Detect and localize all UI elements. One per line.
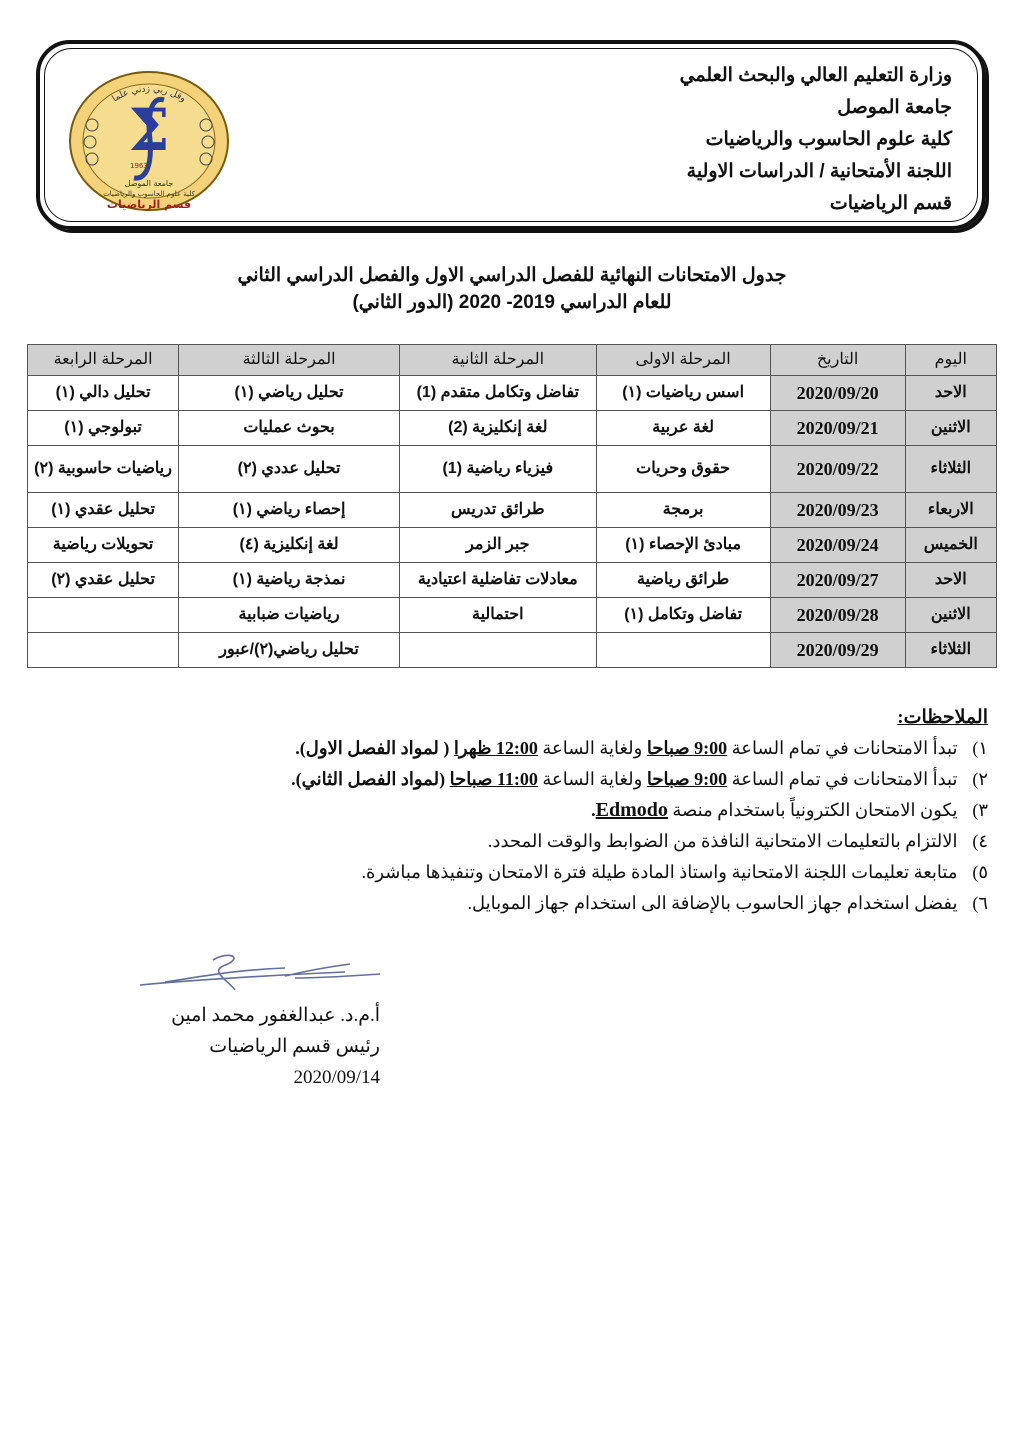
header-day: اليوم [905,345,996,376]
department-name: قسم الرياضيات [829,193,952,214]
note-item [188,795,988,826]
note-item [188,857,988,888]
table-row [28,493,997,528]
note-text: تبدأ الامتحانات في تمام الساعة [731,769,958,789]
cell-stage-1: اسس رياضيات (١) [596,376,770,411]
document-title [0,262,1024,316]
note-semester: ( لمواد الفصل الاول). [295,738,450,758]
note-number: ٢) [972,769,988,789]
cell-stage-3: رياضيات ضبابية [179,598,400,633]
note-semester: (لمواد الفصل الثاني). [291,769,446,789]
exam-schedule-table [27,344,997,668]
cell-day: الاثنين [905,411,996,446]
header-date: التاريخ [770,345,905,376]
logo-sigma-symbol: Σ [128,96,170,164]
cell-stage-4: تحويلات رياضية [28,528,179,563]
committee-name: اللجنة الأمتحانية / الدراسات الاولية [686,161,952,182]
cell-date: 2020/09/22 [770,446,905,493]
note-number: ٣) [972,800,988,820]
cell-date: 2020/09/28 [770,598,905,633]
header-stage-2: المرحلة الثانية [399,345,596,376]
cell-date: 2020/09/29 [770,633,905,668]
cell-date: 2020/09/21 [770,411,905,446]
cell-stage-2: لغة إنكليزية (2) [399,411,596,446]
university-name: جامعة الموصل [837,97,952,118]
cell-date: 2020/09/20 [770,376,905,411]
note-number: ٤) [972,831,988,851]
cell-day: الخميس [905,528,996,563]
table-row [28,376,997,411]
cell-stage-1: مبادئ الإحصاء (١) [596,528,770,563]
ministry-name: وزارة التعليم العالي والبحث العلمي [679,65,952,86]
note-item [188,764,988,795]
logo-year: 1963 [130,162,148,170]
cell-stage-4: تحليل عقدي (٢) [28,563,179,598]
cell-stage-2: جبر الزمر [399,528,596,563]
cell-stage-1: حقوق وحريات [596,446,770,493]
cell-stage-2: فيزياء رياضية (1) [399,446,596,493]
note-start-time: 9:00 صباحا [646,738,728,758]
letterhead-box [36,40,986,230]
note-text: يكون الامتحان الكترونياً باستخدام منصة [672,800,958,820]
table-header-row [28,345,997,376]
cell-stage-3: تحليل عددي (٢) [179,446,400,493]
title-line-1: جدول الامتحانات النهائية للفصل الدراسي الاول والفصل الدراسي الثاني [237,265,787,286]
note-item [188,888,988,919]
note-number: ٦) [972,893,988,913]
cell-stage-4: تبولوجي (١) [28,411,179,446]
logo-department-label: قسم الرياضيات [106,198,192,211]
cell-date: 2020/09/23 [770,493,905,528]
table-row [28,446,997,493]
note-item [188,733,988,764]
note-item [188,826,988,857]
header-stage-3: المرحلة الثالثة [179,345,400,376]
cell-stage-2: احتمالية [399,598,596,633]
note-text: متابعة تعليمات اللجنة الامتحانية واستاذ المادة طيلة فترة الامتحان وتنفيذها مباشرة. [361,862,958,882]
organization-lines [680,60,952,220]
cell-day: الثلاثاء [905,633,996,668]
note-text: يفضل استخدام جهاز الحاسوب بالإضافة الى استخدام جهاز الموبايل. [467,893,958,913]
header-stage-4: المرحلة الرابعة [28,345,179,376]
cell-stage-1: لغة عربية [596,411,770,446]
table-row [28,633,997,668]
university-logo [68,70,230,212]
cell-stage-3: إحصاء رياضي (١) [179,493,400,528]
college-name: كلية علوم الحاسوب والرياضيات [705,129,952,150]
note-text: ولغاية الساعة [542,769,643,789]
cell-day: الاحد [905,376,996,411]
table-row [28,411,997,446]
notes-section [188,702,988,919]
handwritten-signature [135,950,385,995]
note-text: ولغاية الساعة [542,738,643,758]
note-number: ١) [972,738,988,758]
table-row [28,528,997,563]
note-text: تبدأ الامتحانات في تمام الساعة [731,738,958,758]
logo-top-text: وقل ربي زدني علما [110,84,188,105]
logo-inner-text-2: كلية علوم الحاسوب والرياضيات [103,190,195,198]
platform-name: Edmodo [595,799,668,821]
cell-day: الاحد [905,563,996,598]
cell-stage-1: برمجة [596,493,770,528]
note-number: ٥) [972,862,988,882]
table-row [28,563,997,598]
cell-stage-1 [596,633,770,668]
note-start-time: 9:00 صباحا [646,769,728,789]
cell-stage-4: رياضيات حاسوبية (٢) [28,446,179,493]
cell-stage-3: لغة إنكليزية (٤) [179,528,400,563]
signatory-role: رئيس قسم الرياضيات [209,1036,380,1057]
cell-stage-3: بحوث عمليات [179,411,400,446]
cell-stage-4: تحليل دالي (١) [28,376,179,411]
cell-stage-2: معادلات تفاضلية اعتيادية [399,563,596,598]
notes-title: الملاحظات: [897,707,988,728]
signature-date: 2020/09/14 [293,1067,380,1088]
cell-stage-4 [28,633,179,668]
cell-stage-3: نمذجة رياضية (١) [179,563,400,598]
cell-stage-2 [399,633,596,668]
cell-day: الثلاثاء [905,446,996,493]
logo-inner-text-1: جامعة الموصل [124,179,174,188]
header-stage-1: المرحلة الاولى [596,345,770,376]
cell-stage-1: تفاضل وتكامل (١) [596,598,770,633]
note-text: الالتزام بالتعليمات الامتحانية النافذة من الضوابط والوقت المحدد. [487,831,958,851]
cell-stage-4 [28,598,179,633]
cell-stage-4: تحليل عقدي (١) [28,493,179,528]
cell-date: 2020/09/24 [770,528,905,563]
note-end-time: 11:00 صباحا [449,769,538,789]
cell-stage-2: تفاضل وتكامل متقدم (1) [399,376,596,411]
signatory-name: أ.م.د. عبدالغفور محمد امين [171,1005,380,1026]
cell-day: الاثنين [905,598,996,633]
cell-date: 2020/09/27 [770,563,905,598]
title-line-2: للعام الدراسي 2019- 2020 (الدور الثاني) [352,292,672,313]
note-end-punct: . [591,800,596,820]
table-row [28,598,997,633]
cell-stage-1: طرائق رياضية [596,563,770,598]
signature-block [150,1000,380,1093]
cell-day: الاربعاء [905,493,996,528]
note-end-time: 12:00 ظهرا [453,738,538,758]
cell-stage-3: تحليل رياضي (١) [179,376,400,411]
cell-stage-3: تحليل رياضي(٢)/عبور [179,633,400,668]
cell-stage-2: طرائق تدريس [399,493,596,528]
